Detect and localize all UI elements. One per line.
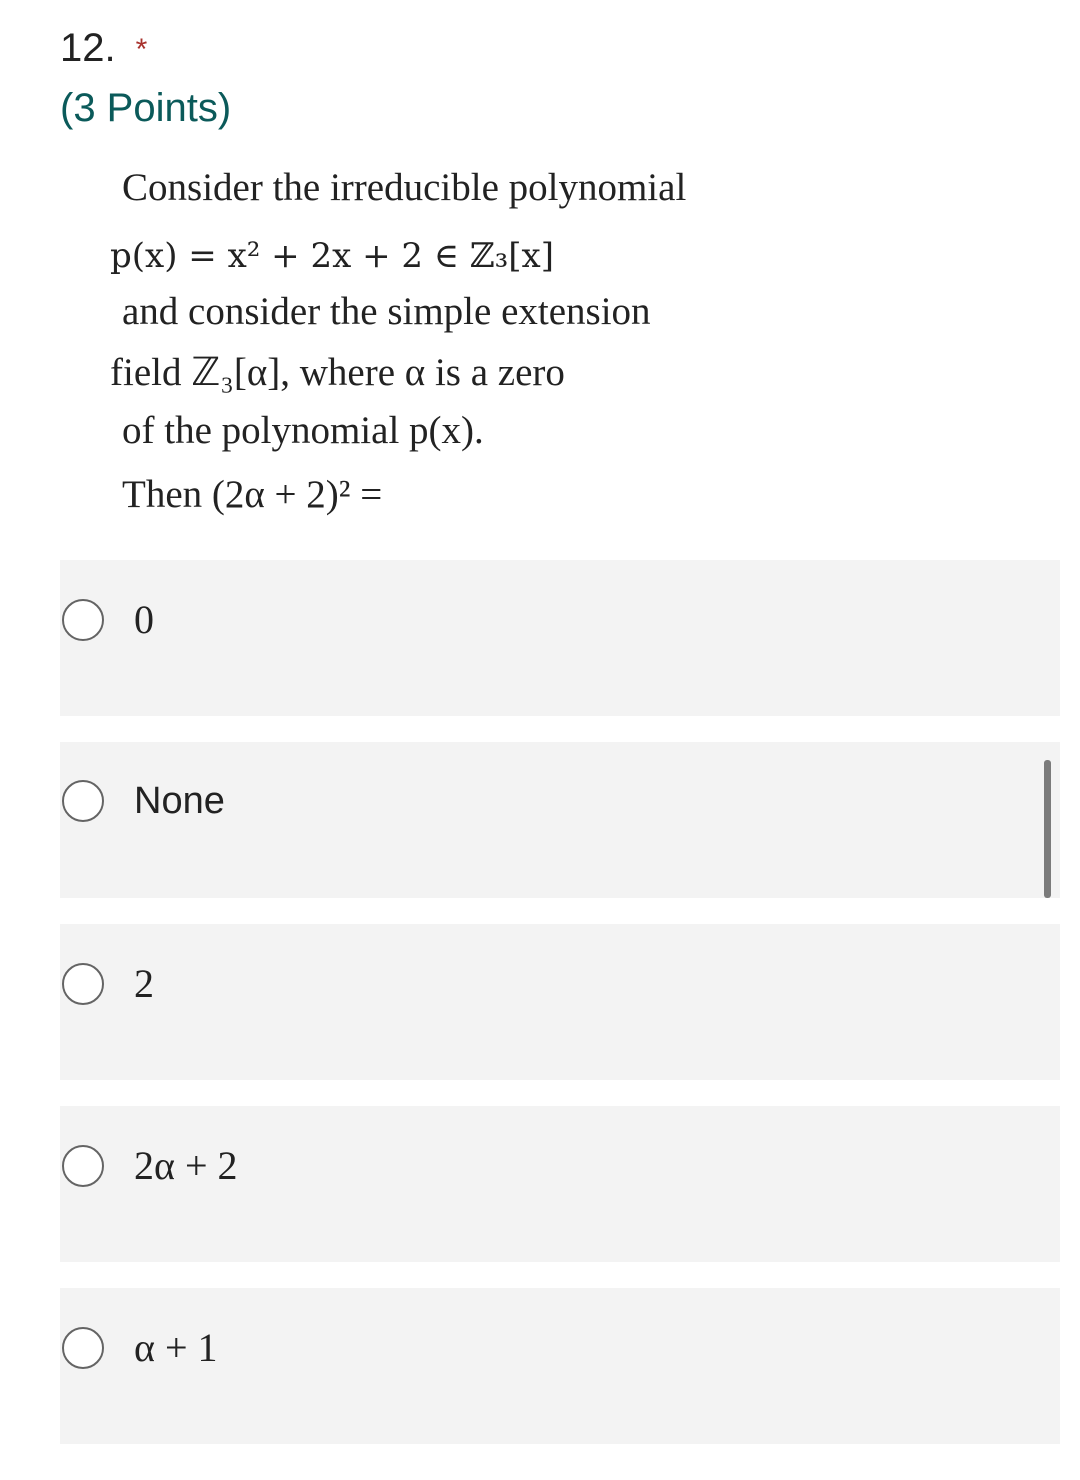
question-line-1: Consider the irreducible polynomial [122,166,687,209]
option-label: 2α + 2 [134,1143,238,1188]
option-none[interactable] [60,742,1060,898]
scrollbar-thumb[interactable] [1044,760,1051,898]
radio-button[interactable] [62,963,104,1005]
option-0[interactable] [60,560,1060,716]
radio-button[interactable] [62,599,104,641]
option-2[interactable] [60,924,1060,1080]
question-line-5: of the polynomial p(x). [122,409,484,452]
answer-options [60,560,1060,1470]
option-label: 2 [134,961,154,1006]
question-line-4: field ℤ₃[α], where α is a zero [110,351,565,394]
question-line-6: Then (2α + 2)² = [122,473,383,516]
option-label: None [134,780,225,822]
question-header [60,22,231,134]
option-label: α + 1 [134,1325,218,1370]
option-2alpha-plus-2[interactable] [60,1106,1060,1262]
radio-button[interactable] [62,1327,104,1369]
required-marker: * [135,33,148,66]
question-points: (3 Points) [60,86,232,130]
option-alpha-plus-1[interactable] [60,1288,1060,1444]
radio-button[interactable] [62,780,104,822]
question-line-2: p(x) = x² + 2x + 2 ∈ ℤ₃[x] [110,236,554,276]
option-label: 0 [134,597,154,642]
radio-button[interactable] [62,1145,104,1187]
question-number-line [60,22,231,74]
question-number: 12. [60,26,116,70]
question-line-3: and consider the simple extension [122,290,651,333]
